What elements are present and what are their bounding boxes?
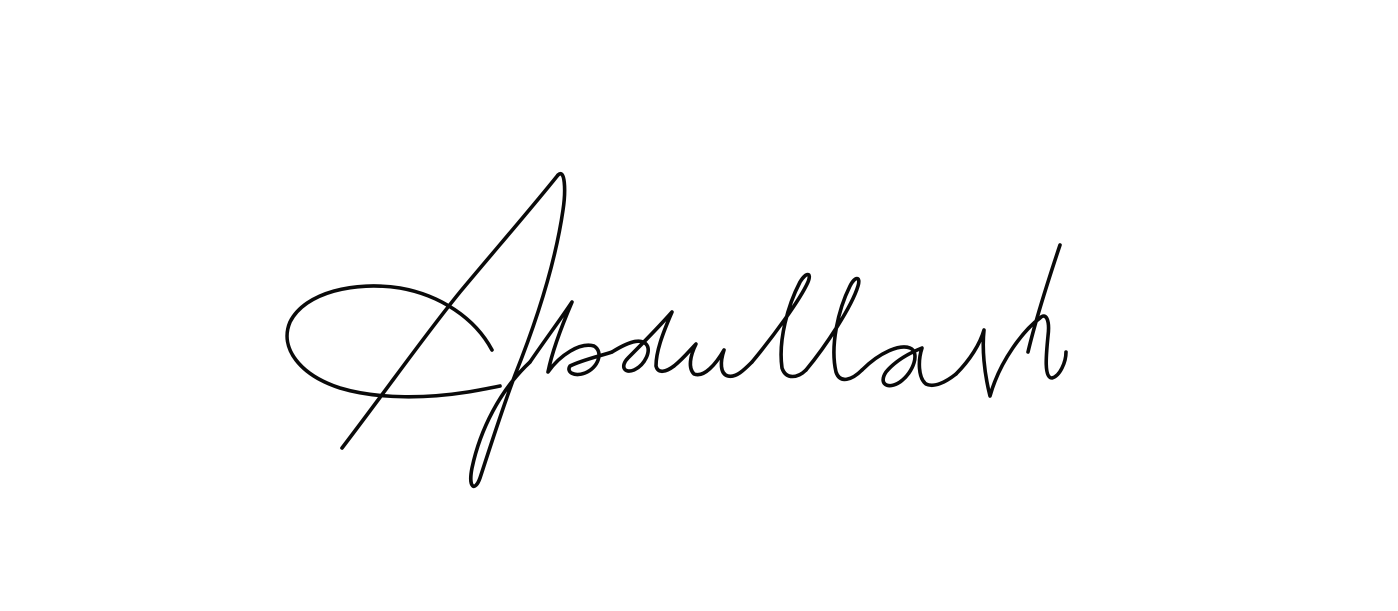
stroke-letter-l1 (752, 275, 809, 377)
stroke-letter-l2 (806, 279, 862, 380)
stroke-a-left-leg (342, 175, 558, 448)
stroke-letter-h (956, 316, 1066, 396)
stroke-letter-h-ascender (1028, 245, 1060, 352)
stroke-letter-u (674, 344, 752, 376)
stroke-letter-d (612, 312, 674, 371)
stroke-letter-b (530, 302, 612, 374)
stroke-letter-a2 (862, 347, 956, 386)
signature-strokes (287, 174, 1066, 487)
